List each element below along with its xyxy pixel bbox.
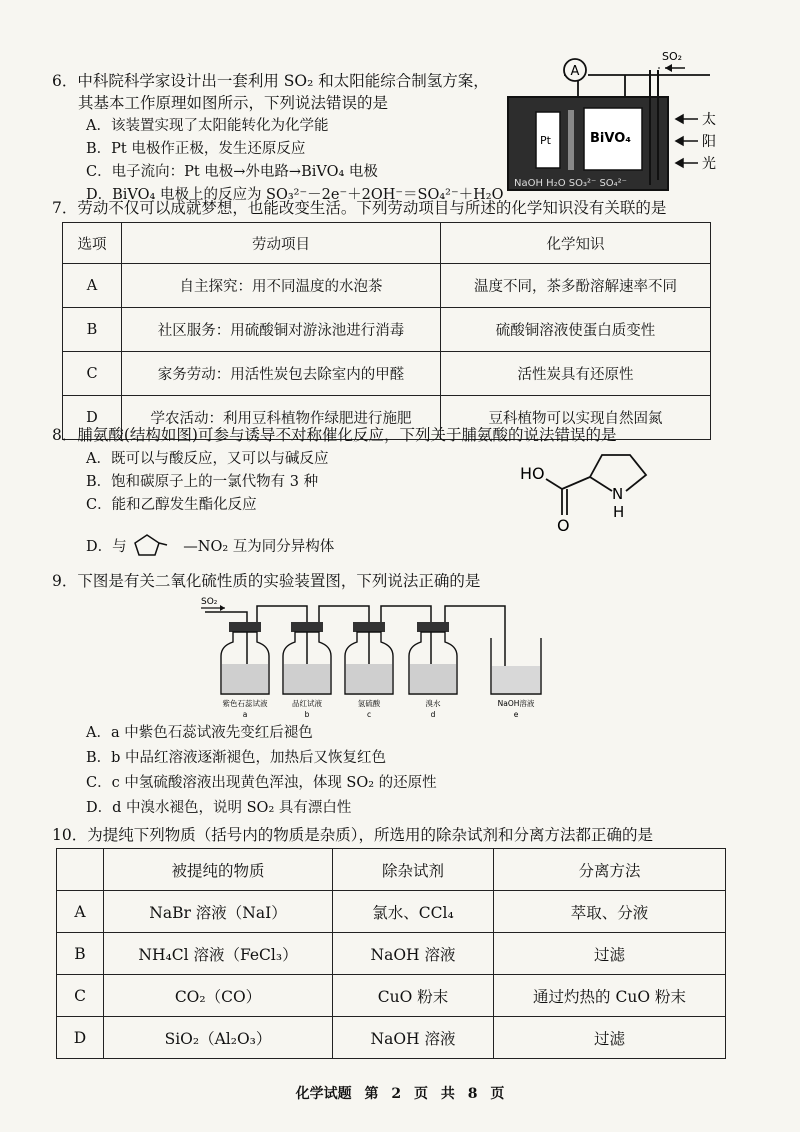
q6-option-c: C．电子流向：Pt 电极→外电路→BiVO₄ 电极 — [86, 164, 378, 180]
bottle-d — [409, 622, 457, 694]
q8-option-d-prefix: D．与 — [86, 539, 127, 555]
q7-cell: 活性炭具有还原性 — [441, 352, 711, 396]
q10-cell: CuO 粉末 — [333, 975, 494, 1017]
q10-cell: 过滤 — [494, 933, 726, 975]
sun-char-1: 太 — [702, 112, 716, 128]
q10-cell: D — [57, 1017, 104, 1059]
bottle-d-letter: d — [430, 710, 436, 719]
q7-cell: 豆科植物可以实现自然固氮 — [441, 396, 711, 440]
q7-cell: C — [63, 352, 122, 396]
sun-char-2: 阳 — [702, 134, 716, 150]
q9-so2-label: SO₂ — [201, 597, 218, 607]
q6-electrolysis-diagram — [500, 40, 800, 200]
q7-cell: 社区服务：用硫酸铜对游泳池进行消毒 — [122, 308, 441, 352]
q7-cell: 学农活动：利用豆科植物作绿肥进行施肥 — [122, 396, 441, 440]
beaker-e — [491, 638, 541, 694]
table-row — [57, 1017, 726, 1059]
q6-option-d: D．BiVO₄ 电极上的反应为 SO₃²⁻－2e⁻＋2OH⁻＝SO₄²⁻＋H₂O — [86, 187, 504, 203]
proline-ho-label: HO — [520, 464, 545, 483]
q7-header-option: 选项 — [63, 223, 122, 264]
q7-cell: 自主探究：用不同温度的水泡茶 — [122, 264, 441, 308]
q10-header-row — [57, 849, 726, 891]
q10-cell: SiO₂（Al₂O₃） — [104, 1017, 333, 1059]
pt-label: Pt — [540, 134, 551, 147]
q10-stem: 10．为提纯下列物质（括号内的物质是杂质），所选用的除杂试剂和分离方法都正确的是 — [52, 826, 653, 844]
q6-so2-label: SO₂ — [662, 50, 683, 63]
q7-cell: 硫酸铜溶液使蛋白质变性 — [441, 308, 711, 352]
proline-h-label: H — [613, 503, 625, 521]
footer-subject: 化学试题 — [295, 1086, 352, 1102]
q10-cell: NH₄Cl 溶液（FeCl₃） — [104, 933, 333, 975]
q10-cell: 氯水、CCl₄ — [333, 891, 494, 933]
q10-cell: A — [57, 891, 104, 933]
sunlight-arrows-icon — [676, 115, 698, 167]
q6-option-b: B．Pt 电极作正极，发生还原反应 — [86, 141, 306, 157]
q10-cell: C — [57, 975, 104, 1017]
bivo4-label: BiVO₄ — [590, 131, 631, 146]
beaker-e-label: NaOH溶液 — [497, 699, 535, 708]
proline-n-label: N — [612, 485, 624, 503]
q9-option-b: B．b 中品红溶液逐渐褪色，加热后又恢复红色 — [86, 750, 387, 766]
q8-option-c: C．能和乙醇发生酯化反应 — [86, 497, 257, 513]
proline-structure — [520, 445, 700, 535]
table-row — [57, 891, 726, 933]
sun-char-3: 光 — [702, 156, 716, 172]
bottle-a-label: 紫色石蕊试液 — [222, 699, 268, 708]
q10-cell: 通过灼热的 CuO 粉末 — [494, 975, 726, 1017]
q10-cell: 萃取、分液 — [494, 891, 726, 933]
q10-cell: B — [57, 933, 104, 975]
q9-option-a: A．a 中紫色石蕊试液先变红后褪色 — [86, 725, 313, 741]
q7-table — [62, 222, 711, 440]
q7-header-row — [63, 223, 711, 264]
q10-cell: NaBr 溶液（NaI） — [104, 891, 333, 933]
q10-table — [56, 848, 726, 1059]
bottle-c-label: 氢硫酸 — [357, 699, 381, 708]
page-footer — [0, 1083, 800, 1103]
table-row — [57, 975, 726, 1017]
q10-cell: 过滤 — [494, 1017, 726, 1059]
bottle-b-label: 品红试液 — [292, 699, 322, 708]
bottle-c-letter: c — [366, 710, 372, 719]
bottle-a — [221, 622, 269, 694]
q10-cell: NaOH 溶液 — [333, 1017, 494, 1059]
q10-cell: CO₂（CO） — [104, 975, 333, 1017]
q7-cell: 家务劳动：用活性炭包去除室内的甲醛 — [122, 352, 441, 396]
q7-stem: 7．劳动不仅可以成就梦想，也能改变生活。下列劳动项目与所述的化学知识没有关联的是 — [52, 199, 667, 217]
footer-total: 共 8 页 — [440, 1086, 505, 1102]
q9-stem: 9．下图是有关二氧化硫性质的实验装置图，下列说法正确的是 — [52, 572, 481, 590]
q6-stem-line2: 其基本工作原理如图所示，下列说法错误的是 — [78, 94, 389, 112]
q7-cell: D — [63, 396, 122, 440]
q8-option-b: B．饱和碳原子上的一氯代物有 3 种 — [86, 474, 319, 490]
q8-stem: 8．脯氨酸(结构如图)可参与诱导不对称催化反应，下列关于脯氨酸的说法错误的是 — [52, 426, 617, 444]
footer-page: 第 2 页 — [364, 1086, 428, 1102]
q9-option-c: C．c 中氢硫酸溶液出现黄色浑浊，体现 SO₂ 的还原性 — [86, 775, 437, 791]
q7-header-knowledge: 化学知识 — [441, 223, 711, 264]
table-row — [63, 352, 711, 396]
bottle-a-letter: a — [242, 710, 248, 719]
ammeter-label: A — [570, 64, 580, 79]
q8-option-d-group: —NO₂ — [183, 539, 229, 555]
q6-option-a: A．该装置实现了太阳能转化为化学能 — [86, 118, 329, 134]
cyclopentyl-ring-icon — [131, 533, 183, 561]
q7-cell: B — [63, 308, 122, 352]
q7-cell: 温度不同，茶多酚溶解速率不同 — [441, 264, 711, 308]
proline-o-label: O — [557, 516, 570, 535]
q10-header-blank — [57, 849, 104, 891]
table-row — [57, 933, 726, 975]
table-row — [63, 308, 711, 352]
q8-option-d-suffix: 互为同分异构体 — [232, 539, 335, 555]
q10-cell: NaOH 溶液 — [333, 933, 494, 975]
q7-header-labor: 劳动项目 — [122, 223, 441, 264]
q6-stem-line1: 6．中科院科学家设计出一套利用 SO₂ 和太阳能综合制氢方案， — [52, 72, 489, 90]
q9-apparatus-diagram — [195, 592, 595, 722]
table-row — [63, 264, 711, 308]
q10-header-method: 分离方法 — [494, 849, 726, 891]
q7-cell: A — [63, 264, 122, 308]
q8-option-a: A．既可以与酸反应，又可以与碱反应 — [86, 451, 329, 467]
q6-solution-label: NaOH H₂O SO₃²⁻ SO₄²⁻ — [514, 178, 627, 189]
bottle-d-label: 溴水 — [425, 699, 441, 708]
q8-option-d — [86, 533, 334, 561]
q10-header-substance: 被提纯的物质 — [104, 849, 333, 891]
q10-header-reagent: 除杂试剂 — [333, 849, 494, 891]
bottle-b-letter: b — [304, 710, 310, 719]
beaker-e-letter: e — [513, 710, 519, 719]
q9-option-d: D．d 中溴水褪色，说明 SO₂ 具有漂白性 — [86, 800, 352, 816]
